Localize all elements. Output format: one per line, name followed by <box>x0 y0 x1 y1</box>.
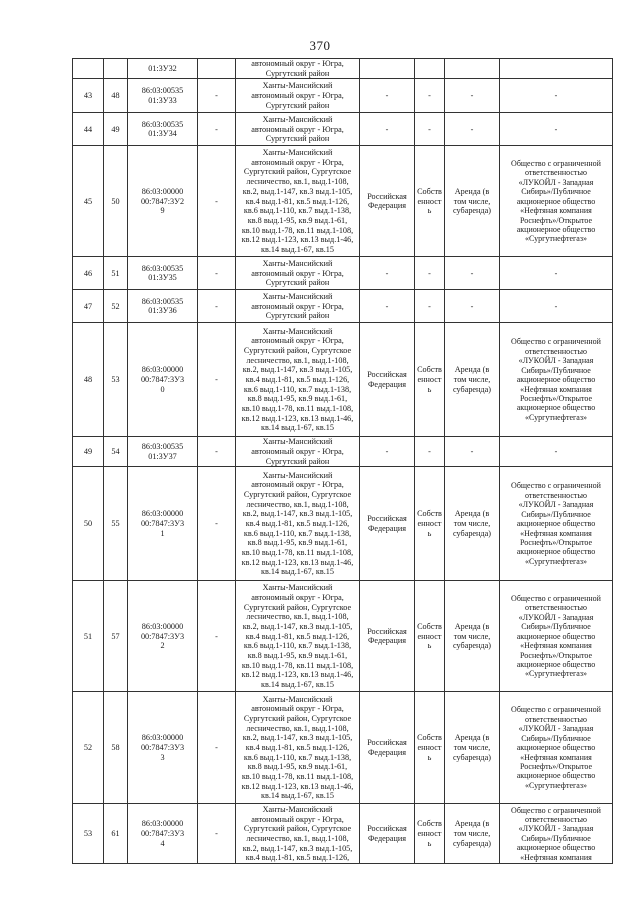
cadastral-number-cell: 86:03:00000 00:7847:3У3 4 <box>128 804 198 864</box>
holder-cell: - <box>500 79 613 113</box>
ref-number-cell: 52 <box>104 290 128 323</box>
row-number-cell: 44 <box>73 113 104 146</box>
location-cell: Ханты-Мансийский автономный округ - Югра, Сургутский район <box>236 79 360 113</box>
right-type-cell: Собств енност ь <box>415 467 445 581</box>
row-number-cell: 51 <box>73 581 104 692</box>
cadastral-number-cell: 86:03:00535 01:3У36 <box>128 290 198 323</box>
right-type-cell: Собств енност ь <box>415 804 445 864</box>
encumbrance-cell: Аренда (в том числе, субаренда) <box>445 581 500 692</box>
page-number: 370 <box>309 38 331 53</box>
encumbrance-cell <box>445 59 500 79</box>
owner-cell: Российская Федерация <box>360 323 415 437</box>
table-row <box>73 804 613 864</box>
owner-cell: - <box>360 290 415 323</box>
previous-number-cell: - <box>198 581 236 692</box>
row-number-cell <box>73 59 104 79</box>
encumbrance-cell: Аренда (в том числе, субаренда) <box>445 467 500 581</box>
location-cell: Ханты-Мансийский автономный округ - Югра, Сургутский район <box>236 437 360 467</box>
row-number-cell: 49 <box>73 437 104 467</box>
previous-number-cell: - <box>198 257 236 290</box>
previous-number-cell: - <box>198 467 236 581</box>
owner-cell: - <box>360 437 415 467</box>
ref-number-cell: 54 <box>104 437 128 467</box>
ref-number-cell: 61 <box>104 804 128 864</box>
right-type-cell: - <box>415 290 445 323</box>
right-type-cell: - <box>415 113 445 146</box>
cadastral-number-cell: 86:03:00535 01:3У34 <box>128 113 198 146</box>
location-cell: Ханты-Мансийский автономный округ - Югра, Сургутский район <box>236 257 360 290</box>
table-row <box>73 257 613 290</box>
ref-number-cell: 53 <box>104 323 128 437</box>
holder-cell: - <box>500 257 613 290</box>
holder-cell: Общество с ограниченной ответственностью «ЛУКОЙЛ - Западная Сибирь»/Публичное акционерное общество «Нефтяная компания Роснефть»/Открытое акционерное общество «Сургутнефтегаз» <box>500 146 613 257</box>
table-row <box>73 59 613 79</box>
right-type-cell: Собств енност ь <box>415 146 445 257</box>
right-type-cell: - <box>415 79 445 113</box>
owner-cell: Российская Федерация <box>360 581 415 692</box>
table-row <box>73 323 613 437</box>
encumbrance-cell: - <box>445 257 500 290</box>
encumbrance-cell: - <box>445 79 500 113</box>
row-number-cell: 48 <box>73 323 104 437</box>
cadastral-number-cell: 86:03:00000 00:7847:3У3 1 <box>128 467 198 581</box>
encumbrance-cell: Аренда (в том числе, субаренда) <box>445 692 500 804</box>
encumbrance-cell: - <box>445 113 500 146</box>
row-number-cell: 45 <box>73 146 104 257</box>
row-number-cell: 50 <box>73 467 104 581</box>
owner-cell: - <box>360 79 415 113</box>
cadastral-number-cell: 86:03:00535 01:3У37 <box>128 437 198 467</box>
owner-cell <box>360 59 415 79</box>
holder-cell: - <box>500 437 613 467</box>
table-row <box>73 692 613 804</box>
encumbrance-cell: Аренда (в том числе, субаренда) <box>445 323 500 437</box>
cadastral-number-cell: 86:03:00000 00:7847:3У3 0 <box>128 323 198 437</box>
owner-cell: - <box>360 257 415 290</box>
row-number-cell: 47 <box>73 290 104 323</box>
holder-cell: Общество с ограниченной ответственностью «ЛУКОЙЛ - Западная Сибирь»/Публичное акционерное общество «Нефтяная компания Роснефть»/Открытое акционерное общество «Сургутнефтегаз» <box>500 581 613 692</box>
ref-number-cell: 58 <box>104 692 128 804</box>
table-row <box>73 467 613 581</box>
location-cell: Ханты-Мансийский автономный округ - Югра, Сургутский район, Сургутское лесничество, кв.1, выд.1-108, кв.2, выд.1-147, кв.3 выд.1-105, кв.4 выд.1-81, кв.5 выд.1-126, кв.6 выд.1-110, кв.7 выд.1-138, кв.8 выд.1-95, кв.9 выд.1-61, кв.10 выд.1-78, кв.11 выд.1-108, кв.12 выд.1-123, кв.13 выд.1-46, кв.14 выд.1-67, кв.15 <box>236 323 360 437</box>
table-row <box>73 146 613 257</box>
ref-number-cell: 55 <box>104 467 128 581</box>
holder-cell: Общество с ограниченной ответственностью «ЛУКОЙЛ - Западная Сибирь»/Публичное акционерное общество «Нефтяная компания Роснефть»/Открытое акционерное общество «Сургутнефтегаз» <box>500 692 613 804</box>
holder-cell: Общество с ограниченной ответственностью «ЛУКОЙЛ - Западная Сибирь»/Публичное акционерное общество «Нефтяная компания Роснефть»/Открытое акционерное общество «Сургутнефтегаз» <box>500 467 613 581</box>
previous-number-cell: - <box>198 113 236 146</box>
location-cell: Ханты-Мансийский автономный округ - Югра, Сургутский район, Сургутское лесничество, кв.1, выд.1-108, кв.2, выд.1-147, кв.3 выд.1-105, кв.4 выд.1-81, кв.5 выд.1-126, кв.6 выд.1-110, кв.7 выд.1-138, кв.8 выд.1-95, кв.9 выд.1-61, кв.10 выд.1-78, кв.11 выд.1-108, кв.12 выд.1-123, кв.13 выд.1-46, кв.14 выд.1-67, кв.15 <box>236 581 360 692</box>
holder-cell: Общество с ограниченной ответственностью «ЛУКОЙЛ - Западная Сибирь»/Публичное акционерное общество «Нефтяная компания <box>500 804 613 864</box>
table-body <box>73 59 613 864</box>
ref-number-cell: 48 <box>104 79 128 113</box>
right-type-cell: Собств енност ь <box>415 323 445 437</box>
previous-number-cell: - <box>198 323 236 437</box>
previous-number-cell: - <box>198 79 236 113</box>
table-row <box>73 437 613 467</box>
owner-cell: Российская Федерация <box>360 804 415 864</box>
right-type-cell <box>415 59 445 79</box>
previous-number-cell: - <box>198 290 236 323</box>
cadastral-number-cell: 01:3У32 <box>128 59 198 79</box>
table-row <box>73 290 613 323</box>
row-number-cell: 46 <box>73 257 104 290</box>
right-type-cell: Собств енност ь <box>415 581 445 692</box>
ref-number-cell: 50 <box>104 146 128 257</box>
right-type-cell: Собств енност ь <box>415 692 445 804</box>
register-table <box>72 58 613 864</box>
location-cell: Ханты-Мансийский автономный округ - Югра, Сургутский район, Сургутское лесничество, кв.1, выд.1-108, кв.2, выд.1-147, кв.3 выд.1-105, кв.4 выд.1-81, кв.5 выд.1-126, кв.6 выд.1-110, кв.7 выд.1-138, кв.8 выд.1-95, кв.9 выд.1-61, кв.10 выд.1-78, кв.11 выд.1-108, кв.12 выд.1-123, кв.13 выд.1-46, кв.14 выд.1-67, кв.15 <box>236 467 360 581</box>
holder-cell: - <box>500 290 613 323</box>
location-cell: Ханты-Мансийский автономный округ - Югра, Сургутский район <box>236 113 360 146</box>
ref-number-cell: 57 <box>104 581 128 692</box>
holder-cell: - <box>500 113 613 146</box>
holder-cell <box>500 59 613 79</box>
cadastral-number-cell: 86:03:00000 00:7847:3У3 3 <box>128 692 198 804</box>
holder-cell: Общество с ограниченной ответственностью «ЛУКОЙЛ - Западная Сибирь»/Публичное акционерное общество «Нефтяная компания Роснефть»/Открытое акционерное общество «Сургутнефтегаз» <box>500 323 613 437</box>
encumbrance-cell: Аренда (в том числе, субаренда) <box>445 146 500 257</box>
row-number-cell: 53 <box>73 804 104 864</box>
previous-number-cell: - <box>198 146 236 257</box>
location-cell: Ханты-Мансийский автономный округ - Югра, Сургутский район <box>236 290 360 323</box>
owner-cell: Российская Федерация <box>360 146 415 257</box>
row-number-cell: 52 <box>73 692 104 804</box>
previous-number-cell <box>198 59 236 79</box>
cadastral-number-cell: 86:03:00535 01:3У33 <box>128 79 198 113</box>
ref-number-cell: 49 <box>104 113 128 146</box>
location-cell: автономный округ - Югра, Сургутский район <box>236 59 360 79</box>
previous-number-cell: - <box>198 437 236 467</box>
ref-number-cell <box>104 59 128 79</box>
table-row <box>73 79 613 113</box>
location-cell: Ханты-Мансийский автономный округ - Югра, Сургутский район, Сургутское лесничество, кв.1, выд.1-108, кв.2, выд.1-147, кв.3 выд.1-105, кв.4 выд.1-81, кв.5 выд.1-126, кв.6 выд.1-110, кв.7 выд.1-138, кв.8 выд.1-95, кв.9 выд.1-61, кв.10 выд.1-78, кв.11 выд.1-108, кв.12 выд.1-123, кв.13 выд.1-46, кв.14 выд.1-67, кв.15 <box>236 692 360 804</box>
ref-number-cell: 51 <box>104 257 128 290</box>
right-type-cell: - <box>415 437 445 467</box>
owner-cell: Российская Федерация <box>360 467 415 581</box>
cadastral-number-cell: 86:03:00000 00:7847:3У3 2 <box>128 581 198 692</box>
encumbrance-cell: - <box>445 437 500 467</box>
previous-number-cell: - <box>198 804 236 864</box>
encumbrance-cell: - <box>445 290 500 323</box>
owner-cell: Российская Федерация <box>360 692 415 804</box>
location-cell: Ханты-Мансийский автономный округ - Югра, Сургутский район, Сургутское лесничество, кв.1, выд.1-108, кв.2, выд.1-147, кв.3 выд.1-105, кв.4 выд.1-81, кв.5 выд.1-126, <box>236 804 360 864</box>
encumbrance-cell: Аренда (в том числе, субаренда) <box>445 804 500 864</box>
row-number-cell: 43 <box>73 79 104 113</box>
table-row <box>73 581 613 692</box>
location-cell: Ханты-Мансийский автономный округ - Югра, Сургутский район, Сургутское лесничество, кв.1, выд.1-108, кв.2, выд.1-147, кв.3 выд.1-105, кв.4 выд.1-81, кв.5 выд.1-126, кв.6 выд.1-110, кв.7 выд.1-138, кв.8 выд.1-95, кв.9 выд.1-61, кв.10 выд.1-78, кв.11 выд.1-108, кв.12 выд.1-123, кв.13 выд.1-46, кв.14 выд.1-67, кв.15 <box>236 146 360 257</box>
previous-number-cell: - <box>198 692 236 804</box>
owner-cell: - <box>360 113 415 146</box>
right-type-cell: - <box>415 257 445 290</box>
table-row <box>73 113 613 146</box>
cadastral-number-cell: 86:03:00535 01:3У35 <box>128 257 198 290</box>
cadastral-number-cell: 86:03:00000 00:7847:3У2 9 <box>128 146 198 257</box>
